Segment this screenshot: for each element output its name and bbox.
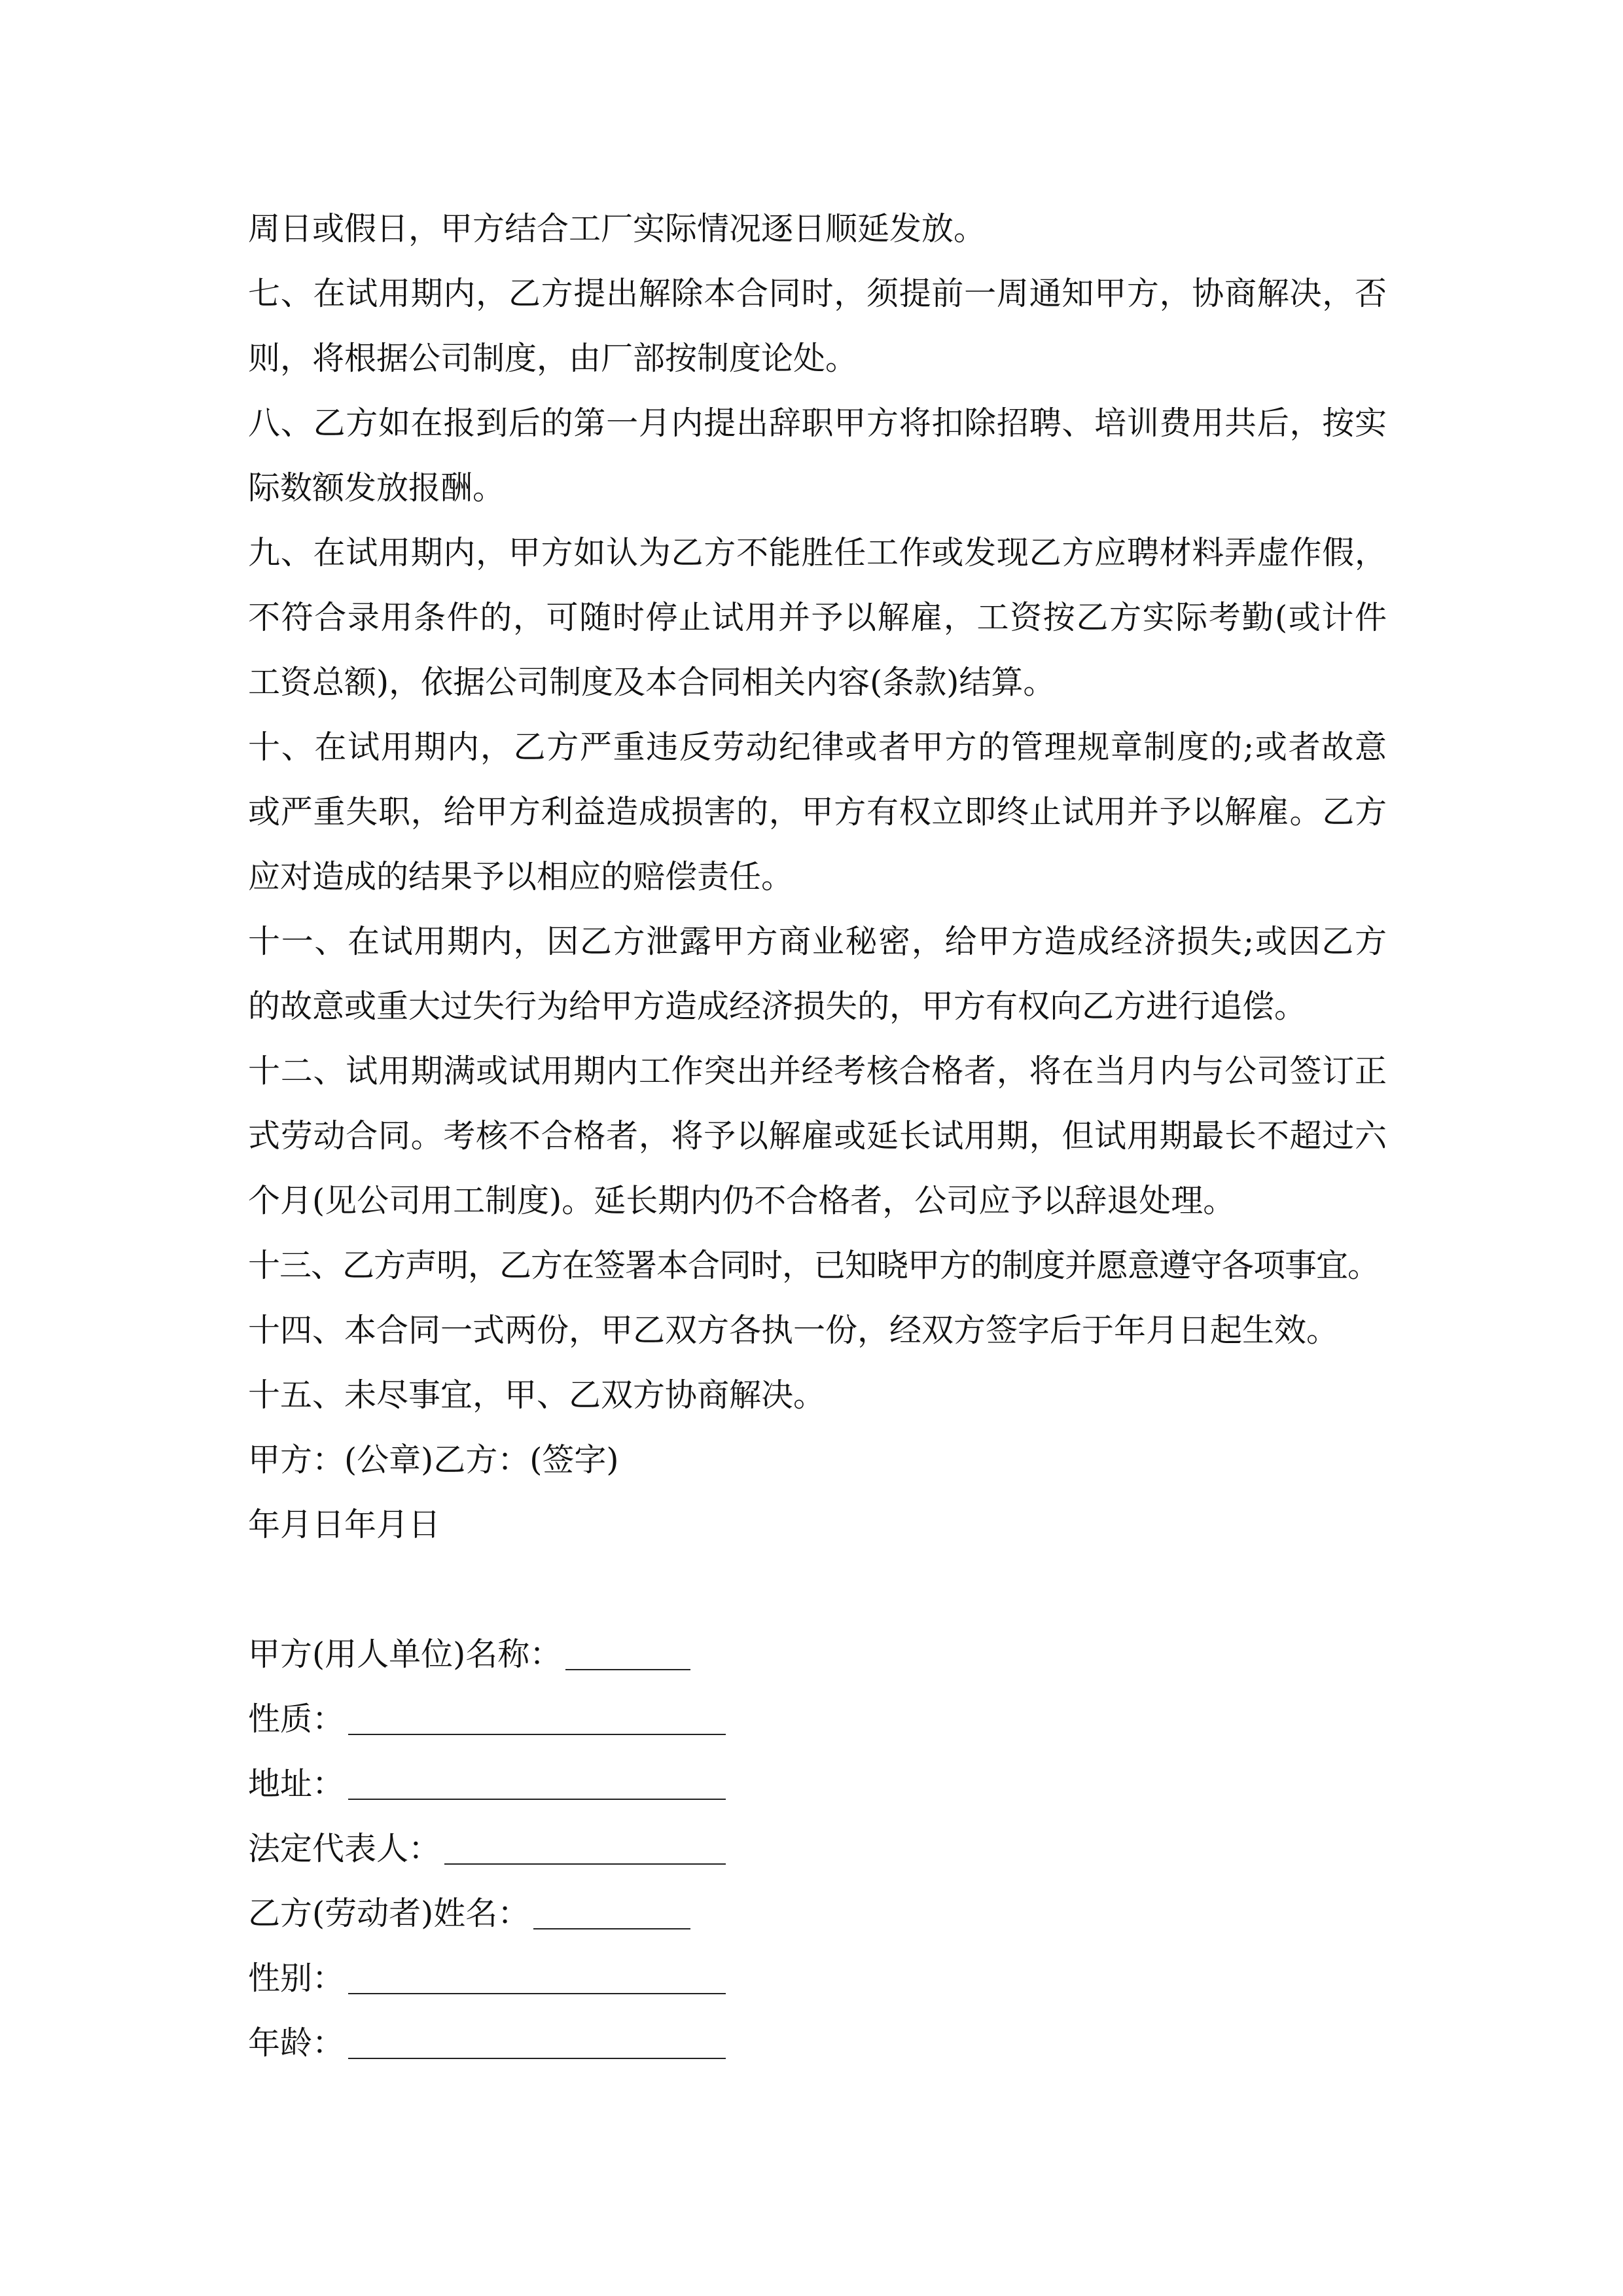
fill-in-blank-line	[348, 1734, 726, 1735]
clause-14	[248, 1298, 1387, 1363]
form-field-label: 性别：	[248, 1960, 345, 1997]
form-field-age	[248, 2011, 726, 2075]
form-field-nature	[248, 1687, 726, 1751]
paragraph-line: 际数额发放报酬。	[248, 469, 505, 507]
fill-in-blank-line	[348, 1993, 726, 1994]
paragraph-continuation	[248, 196, 1387, 261]
form-field-employee-name	[248, 1881, 690, 1946]
paragraph-line: 八、乙方如在报到后的第一月内提出辞职甲方将扣除招聘、培训费用共后，按实	[248, 404, 1387, 442]
clause-15	[248, 1363, 1387, 1427]
blank-spacer	[248, 1557, 1387, 1622]
fill-in-blank-line	[565, 1669, 690, 1670]
fill-in-blank-line	[444, 1863, 726, 1865]
signature-parties: 甲方：(公章)乙方：(签字)	[248, 1441, 619, 1479]
paragraph-line: 工资总额)，依据公司制度及本合同相关内容(条款)结算。	[248, 664, 1056, 701]
fill-in-blank-line	[348, 1799, 726, 1800]
form-field-label: 乙方(劳动者)姓名：	[248, 1895, 530, 1932]
paragraph-line: 则，将根据公司制度，由厂部按制度论处。	[248, 340, 858, 377]
paragraph-line: 不符合录用条件的，可随时停止试用并予以解雇，工资按乙方实际考勤(或计件	[248, 599, 1387, 636]
fill-in-blank-line	[533, 1928, 690, 1929]
form-field-label: 年龄：	[248, 2024, 345, 2062]
party-info-form	[248, 1622, 1387, 2075]
clause-13	[248, 1233, 1387, 1298]
paragraph-line: 十四、本合同一式两份，甲乙双方各执一份，经双方签字后于年月日起生效。	[248, 1312, 1339, 1349]
clause-10	[248, 715, 1387, 909]
document-body	[248, 196, 1387, 2075]
paragraph-line: 十五、未尽事宜，甲、乙双方协商解决。	[248, 1376, 826, 1414]
paragraph-line: 或严重失职，给甲方利益造成损害的，甲方有权立即终止试用并予以解雇。乙方	[248, 793, 1387, 831]
fill-in-blank-line	[348, 2058, 726, 2059]
paragraph-line: 十、在试用期内，乙方严重违反劳动纪律或者甲方的管理规章制度的;或者故意	[248, 728, 1387, 766]
clause-8	[248, 391, 1387, 520]
form-field-label: 甲方(用人单位)名称：	[248, 1636, 562, 1673]
form-field-legal-representative	[248, 1816, 726, 1881]
clause-9	[248, 520, 1387, 715]
form-field-gender	[248, 1946, 726, 2011]
paragraph-line: 个月(见公司用工制度)。延长期内仍不合格者，公司应予以辞退处理。	[248, 1182, 1236, 1219]
clause-12	[248, 1039, 1387, 1233]
paragraph-line: 应对造成的结果予以相应的赔偿责任。	[248, 858, 794, 895]
paragraph-line: 十一、在试用期内，因乙方泄露甲方商业秘密，给甲方造成经济损失;或因乙方	[248, 923, 1387, 960]
paragraph-line: 十二、试用期满或试用期内工作突出并经考核合格者，将在当月内与公司签订正	[248, 1052, 1387, 1090]
signature-dates: 年月日年月日	[248, 1506, 441, 1543]
form-field-label: 性质：	[248, 1700, 345, 1738]
form-field-address	[248, 1751, 726, 1816]
clause-11	[248, 909, 1387, 1039]
paragraph-line: 式劳动合同。考核不合格者，将予以解雇或延长试用期，但试用期最长不超过六	[248, 1117, 1387, 1155]
paragraph-line: 九、在试用期内，甲方如认为乙方不能胜任工作或发现乙方应聘材料弄虚作假，	[248, 534, 1387, 571]
paragraph-line: 十三、乙方声明，乙方在签署本合同时，已知晓甲方的制度并愿意遵守各项事宜。	[248, 1247, 1380, 1284]
paragraph-line: 七、在试用期内，乙方提出解除本合同时，须提前一周通知甲方，协商解决，否	[248, 275, 1387, 312]
form-field-label: 法定代表人：	[248, 1830, 441, 1867]
paragraph-line: 的故意或重大过失行为给甲方造成经济损失的，甲方有权向乙方进行追偿。	[248, 988, 1307, 1025]
clause-7	[248, 261, 1387, 391]
form-field-label: 地址：	[248, 1765, 345, 1803]
signature-block	[248, 1427, 1387, 1557]
paragraph-line: 周日或假日，甲方结合工厂实际情况逐日顺延发放。	[248, 210, 986, 247]
form-field-employer-name	[248, 1622, 690, 1687]
